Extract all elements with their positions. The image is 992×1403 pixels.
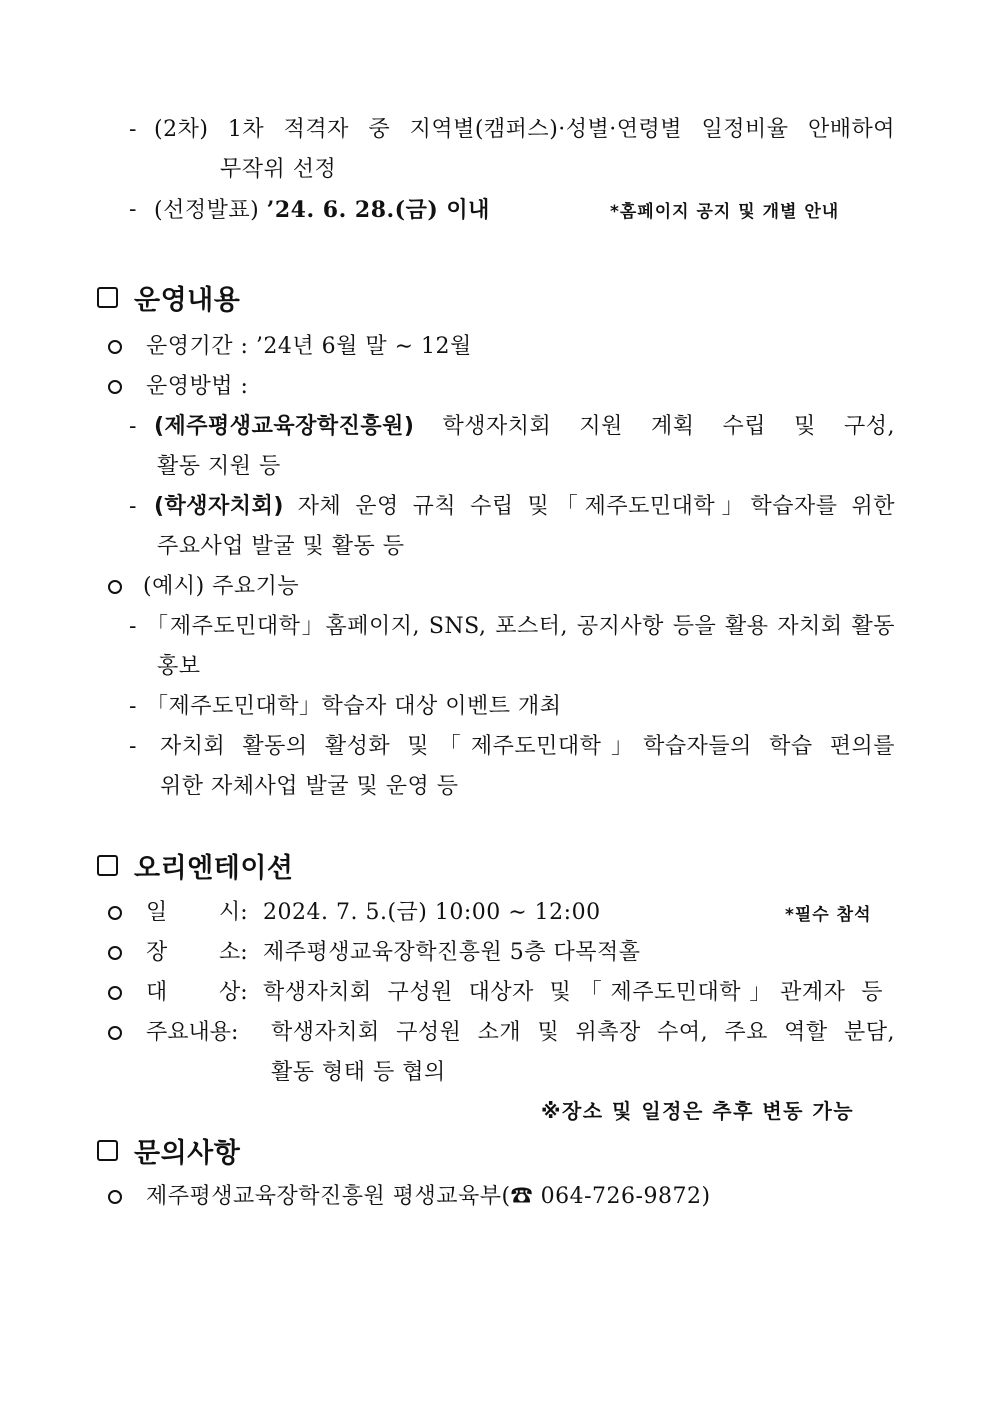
circle-bullet-icon: [108, 332, 122, 362]
schedule-change-notice: ※장소 및 일정은 추후 변동 가능: [541, 1099, 855, 1123]
dash-bullet: -: [129, 494, 137, 519]
circle-bullet-icon: [108, 1182, 122, 1212]
dash-bullet: -: [129, 414, 137, 439]
circle-bullet-icon: [108, 978, 122, 1008]
inquiry-contact: 제주평생교육장학진흥원 평생교육부(☎ 064-726-9872): [146, 1184, 711, 1209]
dash-bullet: -: [129, 694, 137, 719]
orientation-place: 제주평생교육장학진흥원 5층 다목적홀: [263, 940, 641, 965]
circle-bullet-icon: [108, 1018, 122, 1048]
dash-bullet: -: [129, 117, 137, 142]
row-label-a: 장: [146, 940, 168, 965]
checkbox-square-icon: [97, 287, 118, 308]
announcement-date: ’24. 6. 28.(금) 이내: [266, 197, 490, 223]
example-item-line1: 「제주도민대학」학습자 대상 이벤트 개최: [146, 694, 562, 719]
circle-bullet-icon: [108, 898, 122, 928]
announcement-line: [154, 195, 490, 226]
circle-bullet-icon: [108, 938, 122, 968]
dash-bullet: -: [129, 197, 137, 222]
row-label-b: 소:: [219, 940, 248, 965]
section-title: 오리엔테이션: [134, 852, 294, 884]
row-label-a: 대: [146, 980, 168, 1005]
orientation-date: 2024. 7. 5.(금) 10:00 ∼ 12:00: [263, 900, 601, 925]
section-heading-operation: [97, 279, 240, 315]
method-item-line2: 활동 지원 등: [157, 454, 281, 479]
method-item-text: 자체 운영 규칙 수립 및「제주도민대학」학습자를 위한: [283, 494, 895, 519]
row-label-a: 일: [146, 900, 168, 925]
method-item-text: 학생자치회 지원 계획 수립 및 구성,: [414, 414, 895, 439]
method-item-label: (제주평생교육장학진흥원): [154, 414, 415, 439]
circle-bullet-icon: [108, 372, 122, 402]
dash-bullet: -: [129, 614, 137, 639]
orientation-content-line1: 학생자치회 구성원 소개 및 위촉장 수여, 주요 역할 분담,: [271, 1020, 895, 1045]
method-item-label: (학생자치회): [154, 494, 284, 519]
second-selection-line1: (2차) 1차 적격자 중 지역별(캠퍼스)·성별·연령별 일정비율 안배하여: [154, 117, 895, 142]
row-label-a: 주요내용:: [146, 1020, 239, 1045]
orientation-content-line2: 활동 형태 등 협의: [271, 1060, 446, 1085]
dash-bullet: -: [129, 734, 137, 759]
second-selection-line2: 무작위 선정: [220, 157, 337, 182]
operation-method: 운영방법 :: [146, 374, 249, 399]
checkbox-square-icon: [97, 1140, 118, 1161]
row-label-b: 상:: [219, 980, 248, 1005]
method-item-line2: 주요사업 발굴 및 활동 등: [157, 534, 405, 559]
example-item-line1: 「제주도민대학」홈페이지, SNS, 포스터, 공지사항 등을 활용 자치회 활동: [146, 614, 895, 639]
method-item-line1: [154, 492, 895, 522]
section-heading-orientation: [97, 847, 294, 883]
operation-period: 운영기간 : ’24년 6월 말 ∼ 12월: [146, 334, 472, 359]
orientation-target: 학생자치회 구성원 대상자 및「제주도민대학」관계자 등: [263, 980, 883, 1005]
example-item-line1: 자치회 활동의 활성화 및「제주도민대학」학습자들의 학습 편의를: [160, 734, 895, 759]
example-heading: (예시) 주요기능: [143, 574, 300, 599]
announcement-note: *홈페이지 공지 및 개별 안내: [610, 202, 840, 222]
checkbox-square-icon: [97, 855, 118, 876]
section-title: 운영내용: [134, 284, 241, 316]
method-item-line1: [154, 412, 895, 442]
example-item-line2: 위한 자체사업 발굴 및 운영 등: [160, 774, 459, 799]
section-heading-inquiry: [97, 1132, 240, 1168]
orientation-required-note: *필수 참석: [785, 905, 872, 925]
section-title: 문의사항: [134, 1137, 241, 1169]
example-item-line2: 홍보: [157, 654, 201, 679]
circle-bullet-icon: [108, 572, 122, 602]
row-label-b: 시:: [219, 900, 248, 925]
announcement-label: (선정발표): [154, 198, 267, 223]
